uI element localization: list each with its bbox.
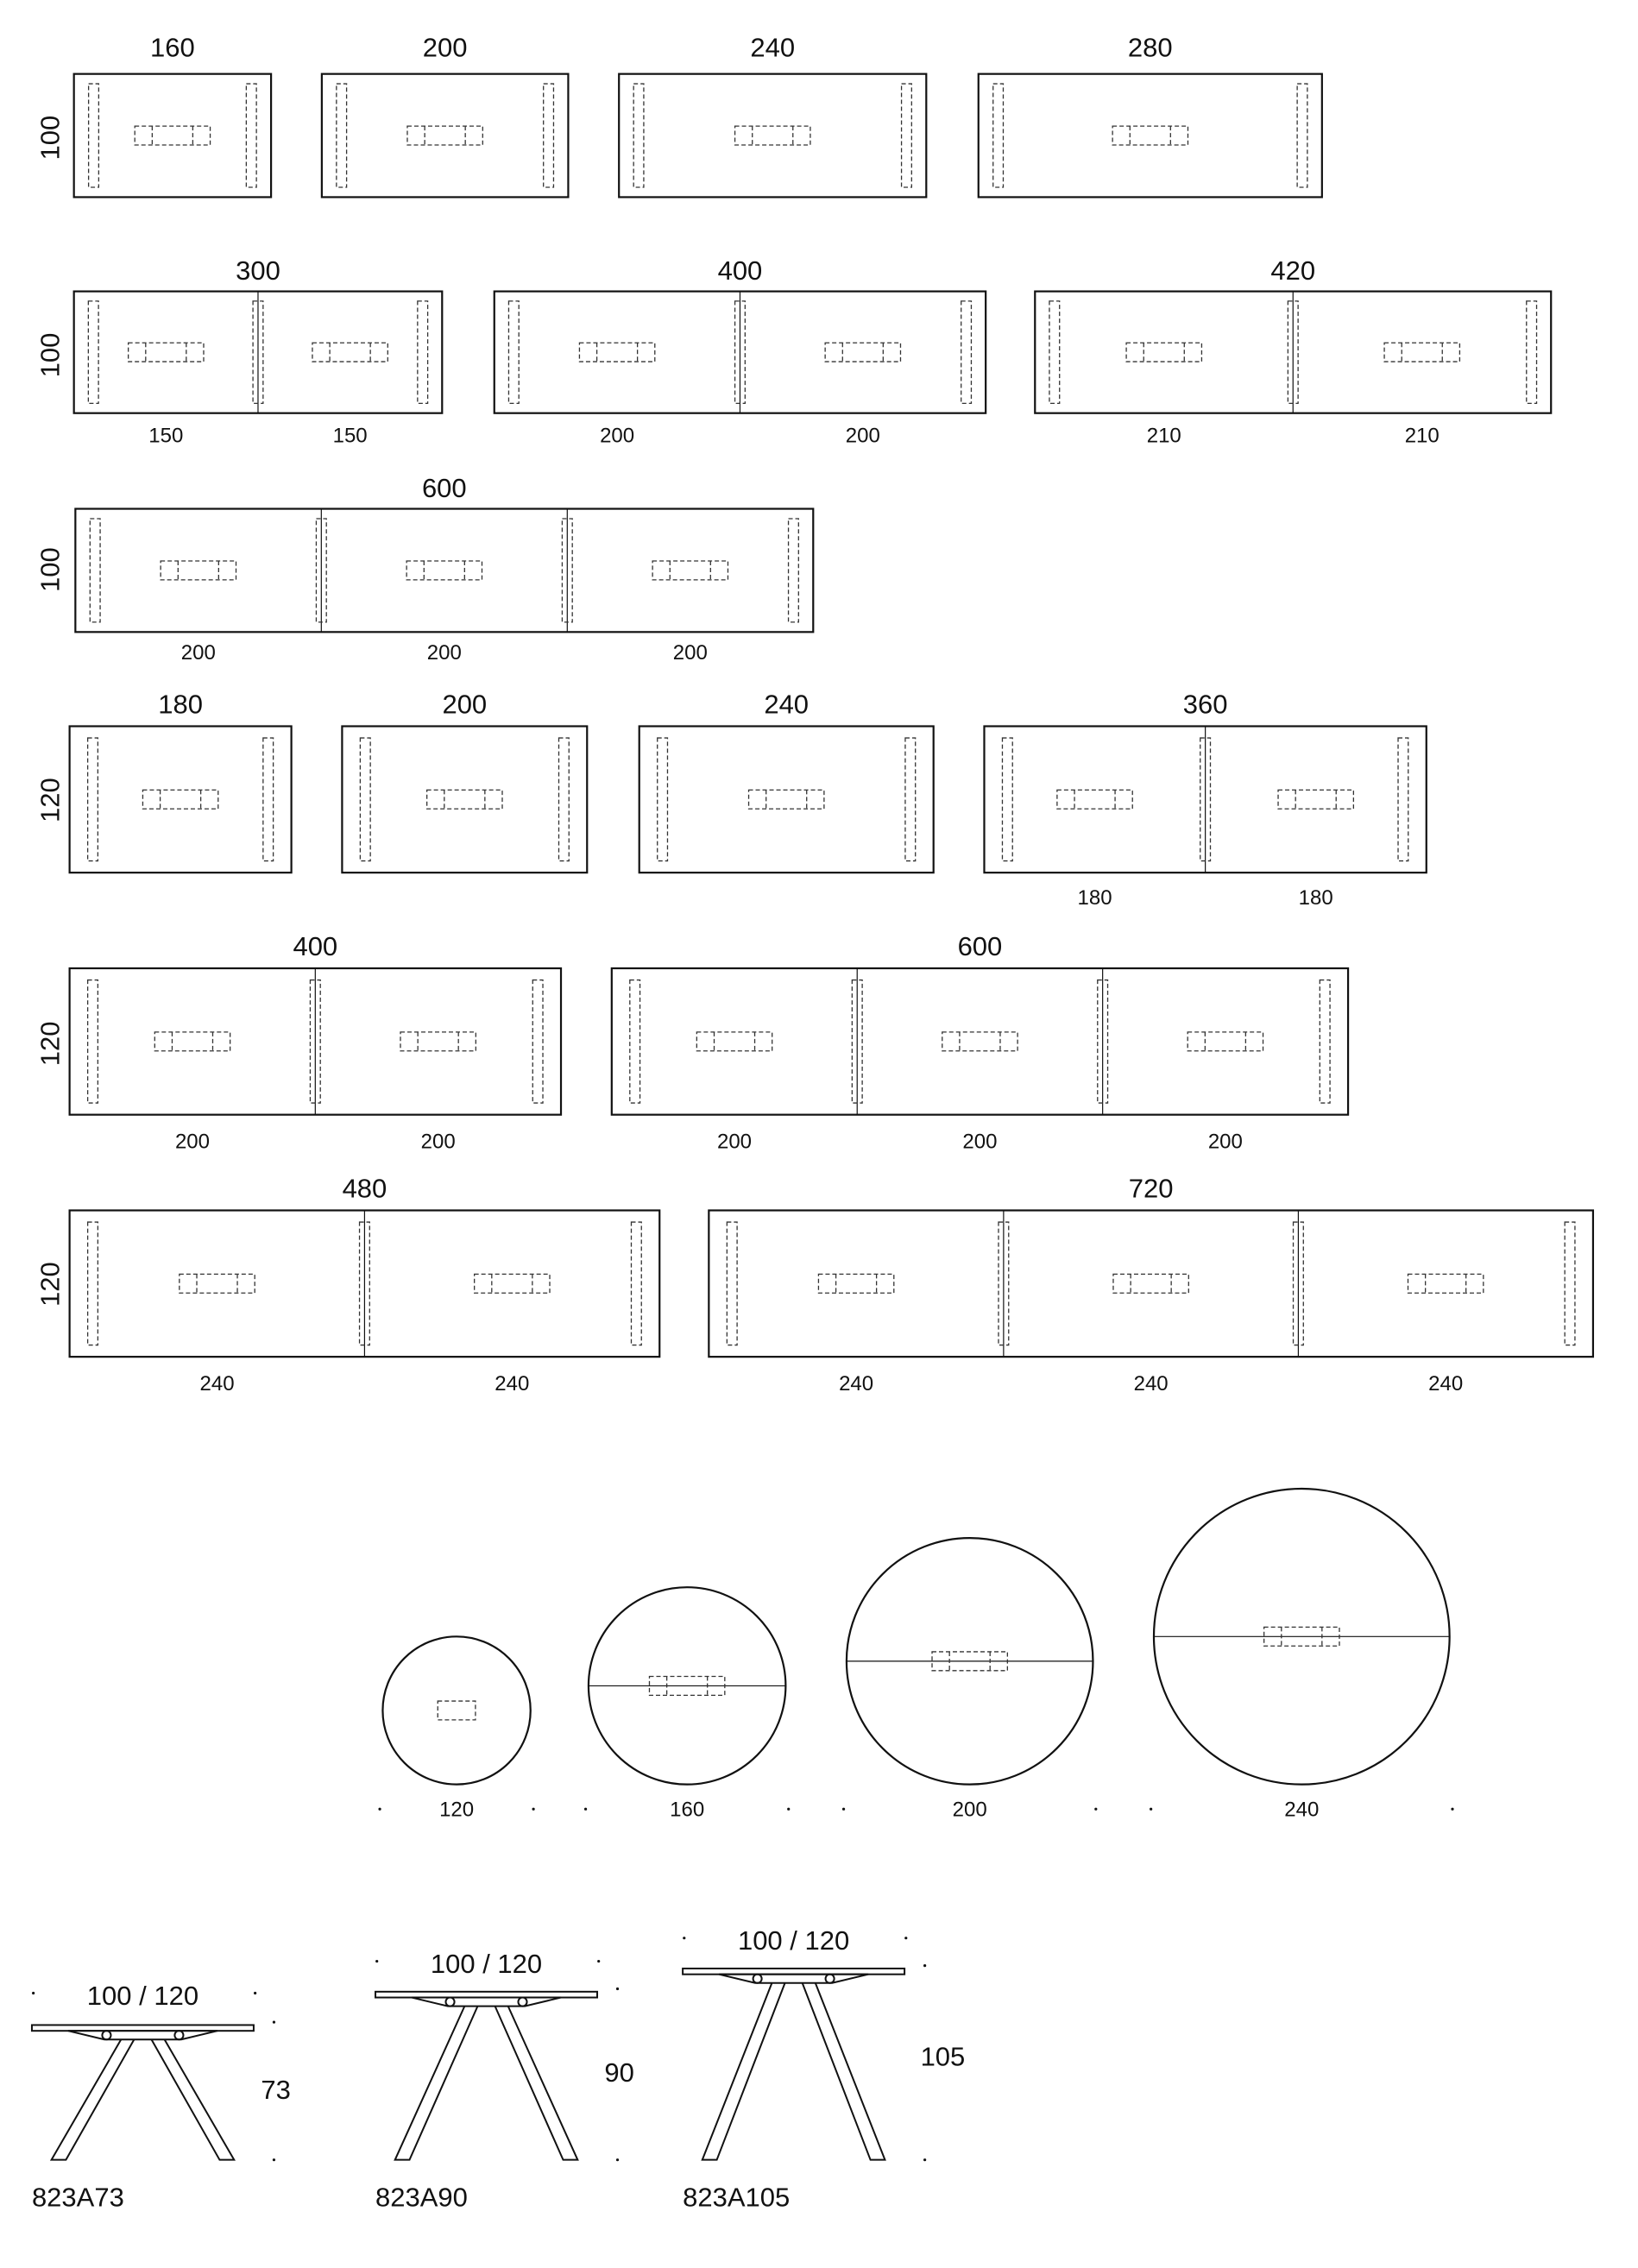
leg-dashed	[544, 84, 554, 187]
table-length-label: 200	[422, 32, 468, 63]
leg-dashed	[1320, 980, 1330, 1104]
leg-dashed	[905, 738, 916, 861]
center-base-dashed	[400, 1032, 476, 1051]
center-base-dashed	[1188, 1032, 1263, 1051]
rect-table	[984, 689, 1426, 910]
dimension-dot	[923, 2158, 926, 2161]
leg-dashed	[246, 84, 256, 187]
apron-profile	[68, 2031, 217, 2039]
dimension-dot	[378, 1808, 381, 1811]
center-base-dashed	[135, 126, 210, 145]
dimension-dot	[904, 1937, 907, 1939]
dimension-dot	[273, 2158, 275, 2161]
dimension-dot	[584, 1808, 587, 1811]
segment-length-label: 240	[839, 1371, 874, 1395]
rect-table-row	[35, 931, 1348, 1153]
rect-table	[619, 33, 926, 198]
leg-dashed	[1297, 84, 1307, 187]
center-base-dashed	[735, 126, 810, 145]
table-leg	[152, 2039, 235, 2159]
segment-length-label: 200	[600, 424, 635, 448]
leg-dashed	[789, 519, 799, 622]
height-label: 90	[604, 2057, 634, 2088]
table-top-outline	[322, 74, 569, 198]
center-base-dashed	[1113, 1274, 1188, 1293]
rect-table	[75, 473, 813, 665]
table-length-label: 200	[442, 689, 488, 720]
table-leg	[52, 2039, 135, 2159]
rect-table	[70, 1173, 660, 1395]
leg-dashed	[532, 980, 543, 1104]
center-base-dashed	[942, 1032, 1017, 1051]
table-top-outline	[709, 1211, 1593, 1358]
center-base-dashed	[438, 1701, 476, 1720]
segment-length-label: 200	[845, 424, 880, 448]
height-label: 73	[261, 2075, 291, 2106]
table-top-profile	[32, 2025, 254, 2031]
table-length-label: 240	[764, 689, 810, 720]
table-top-outline	[612, 968, 1348, 1115]
diameter-label: 240	[1284, 1798, 1320, 1822]
dimension-dot	[597, 1960, 600, 1962]
diameter-label: 200	[952, 1798, 987, 1822]
center-base-dashed	[427, 790, 502, 809]
center-base-dashed	[312, 343, 387, 362]
rect-table-row	[35, 473, 814, 665]
dimension-dot	[532, 1808, 535, 1811]
table-top-outline	[74, 74, 271, 198]
side-view	[32, 1981, 291, 2212]
rect-table	[322, 33, 569, 198]
center-base-dashed	[1057, 790, 1132, 809]
center-base-dashed	[1126, 343, 1201, 362]
leg-dashed	[1002, 738, 1012, 861]
center-base-dashed	[1408, 1274, 1483, 1293]
width-label: 120	[35, 1021, 66, 1067]
segment-length-label: 200	[1207, 1130, 1243, 1154]
table-length-label: 280	[1127, 32, 1173, 63]
leg-dashed	[633, 84, 644, 187]
rect-table	[70, 689, 292, 873]
rect-table	[495, 255, 986, 447]
leg-dashed	[508, 301, 519, 404]
table-length-label: 420	[1270, 255, 1316, 287]
round-table	[584, 1587, 790, 1821]
bolt	[174, 2031, 183, 2039]
dimension-dot	[273, 2021, 275, 2024]
segment-length-label: 180	[1077, 886, 1112, 910]
dimension-dot	[375, 1960, 378, 1962]
table-top-profile	[683, 1969, 904, 1975]
dimension-dot	[254, 1992, 256, 1994]
leg-dashed	[1049, 301, 1060, 404]
center-base-dashed	[154, 1032, 230, 1051]
rect-table	[70, 931, 561, 1153]
table-leg	[803, 1983, 885, 2160]
center-base-dashed	[579, 343, 654, 362]
dimension-dot	[842, 1808, 845, 1811]
center-base-dashed	[142, 790, 217, 809]
leg-dashed	[88, 738, 98, 861]
top-size-label: 100 / 120	[737, 1925, 850, 1956]
apron-profile	[719, 1975, 868, 1983]
table-length-label: 300	[236, 255, 280, 287]
dimension-dot	[1451, 1808, 1453, 1811]
center-base-dashed	[818, 1274, 893, 1293]
bolt	[753, 1975, 762, 1983]
segment-length-label: 200	[426, 641, 462, 665]
center-base-dashed	[161, 561, 236, 580]
segment-length-label: 200	[420, 1130, 456, 1154]
bolt	[102, 2031, 110, 2039]
dimension-dot	[683, 1937, 685, 1939]
diameter-label: 160	[670, 1798, 705, 1822]
segment-length-label: 150	[148, 424, 184, 448]
table-length-label: 180	[158, 689, 203, 720]
dimension-dot	[923, 1964, 926, 1967]
segment-length-label: 240	[1133, 1371, 1169, 1395]
width-label: 120	[35, 778, 66, 823]
leg-dashed	[559, 738, 570, 861]
dimension-dot	[32, 1992, 35, 1994]
rect-table	[612, 931, 1348, 1153]
rect-table-row	[35, 689, 1427, 910]
table-top-outline	[979, 74, 1322, 198]
segment-length-label: 240	[1428, 1371, 1464, 1395]
segment-length-label: 240	[199, 1371, 235, 1395]
width-label: 100	[35, 115, 66, 161]
model-code: 823A105	[683, 2182, 791, 2213]
leg-dashed	[88, 301, 98, 404]
table-top-outline	[639, 727, 934, 873]
leg-dashed	[631, 1222, 641, 1345]
table-length-label: 720	[1128, 1173, 1174, 1204]
leg-dashed	[418, 301, 428, 404]
dimension-dot	[1094, 1808, 1097, 1811]
table-leg	[495, 2007, 578, 2160]
leg-dashed	[263, 738, 274, 861]
center-base-dashed	[825, 343, 900, 362]
rect-table-row	[35, 33, 1322, 198]
table-length-label: 600	[957, 930, 1003, 961]
table-top-outline	[619, 74, 926, 198]
height-label: 105	[920, 2041, 966, 2072]
center-base-dashed	[129, 343, 204, 362]
table-length-label: 160	[150, 32, 195, 63]
round-table	[378, 1636, 534, 1821]
table-top-outline	[70, 727, 292, 873]
round-table	[842, 1538, 1097, 1821]
leg-dashed	[90, 519, 100, 622]
model-code: 823A90	[375, 2182, 468, 2213]
center-base-dashed	[1278, 790, 1353, 809]
segment-length-label: 240	[495, 1371, 530, 1395]
bolt	[445, 1998, 454, 2007]
dimension-dot	[616, 1988, 619, 1990]
leg-dashed	[630, 980, 640, 1104]
table-length-label: 360	[1182, 689, 1228, 720]
rect-table-row	[35, 255, 1552, 447]
center-base-dashed	[749, 790, 824, 809]
rect-table	[709, 1173, 1593, 1395]
diameter-label: 120	[439, 1798, 475, 1822]
model-code: 823A73	[31, 2182, 124, 2213]
leg-dashed	[88, 980, 98, 1104]
leg-dashed	[727, 1222, 737, 1345]
leg-dashed	[89, 84, 99, 187]
table-length-label: 480	[342, 1173, 387, 1204]
rect-table	[342, 689, 587, 873]
top-size-label: 100 / 120	[430, 1948, 543, 1979]
leg-dashed	[1398, 738, 1408, 861]
center-base-dashed	[406, 561, 482, 580]
width-label: 120	[35, 1262, 66, 1307]
center-base-dashed	[475, 1274, 550, 1293]
center-base-dashed	[652, 561, 728, 580]
bolt	[518, 1998, 526, 2007]
bolt	[826, 1975, 835, 1983]
width-label: 100	[35, 547, 66, 592]
dimension-dot	[1150, 1808, 1152, 1811]
rect-table	[979, 33, 1322, 198]
dimension-dot	[616, 2158, 619, 2161]
segment-length-label: 200	[716, 1130, 753, 1154]
table-top-outline	[75, 509, 813, 633]
leg-dashed	[88, 1222, 98, 1345]
table-top-outline	[342, 727, 587, 873]
table-length-label: 240	[750, 32, 796, 63]
leg-dashed	[360, 738, 370, 861]
width-label: 100	[35, 332, 66, 378]
segment-length-label: 210	[1404, 424, 1440, 448]
apron-profile	[412, 1998, 561, 2007]
rect-table	[74, 255, 443, 447]
segment-length-label: 200	[962, 1130, 998, 1154]
segment-length-label: 200	[180, 641, 216, 665]
leg-dashed	[993, 84, 1004, 187]
segment-length-label: 200	[174, 1130, 210, 1154]
leg-dashed	[658, 738, 668, 861]
center-base-dashed	[696, 1032, 772, 1051]
dimension-dot	[787, 1808, 790, 1811]
leg-dashed	[961, 301, 972, 404]
segment-length-label: 180	[1298, 886, 1333, 910]
rect-table	[74, 33, 271, 198]
segment-length-label: 200	[672, 641, 708, 665]
leg-dashed	[1565, 1222, 1575, 1345]
table-length-label: 400	[717, 255, 763, 287]
segment-length-label: 150	[332, 424, 368, 448]
round-table-outline	[382, 1636, 530, 1784]
rect-table	[1035, 255, 1551, 447]
center-base-dashed	[180, 1274, 255, 1293]
table-length-label: 600	[421, 473, 467, 504]
leg-dashed	[1527, 301, 1537, 404]
table-top-profile	[375, 1992, 597, 1998]
center-base-dashed	[407, 126, 482, 145]
segment-length-label: 210	[1146, 424, 1181, 448]
rect-table-row	[35, 1173, 1593, 1395]
leg-dashed	[337, 84, 347, 187]
table-leg	[702, 1983, 785, 2160]
round-table	[1150, 1489, 1454, 1822]
center-base-dashed	[1112, 126, 1188, 145]
table-length-label: 400	[293, 930, 338, 961]
leg-dashed	[902, 84, 912, 187]
rect-table	[639, 689, 934, 873]
center-base-dashed	[1384, 343, 1459, 362]
table-leg	[395, 2007, 478, 2160]
top-size-label: 100 / 120	[86, 1980, 199, 2011]
side-view	[375, 1949, 634, 2212]
side-view	[683, 1925, 965, 2212]
